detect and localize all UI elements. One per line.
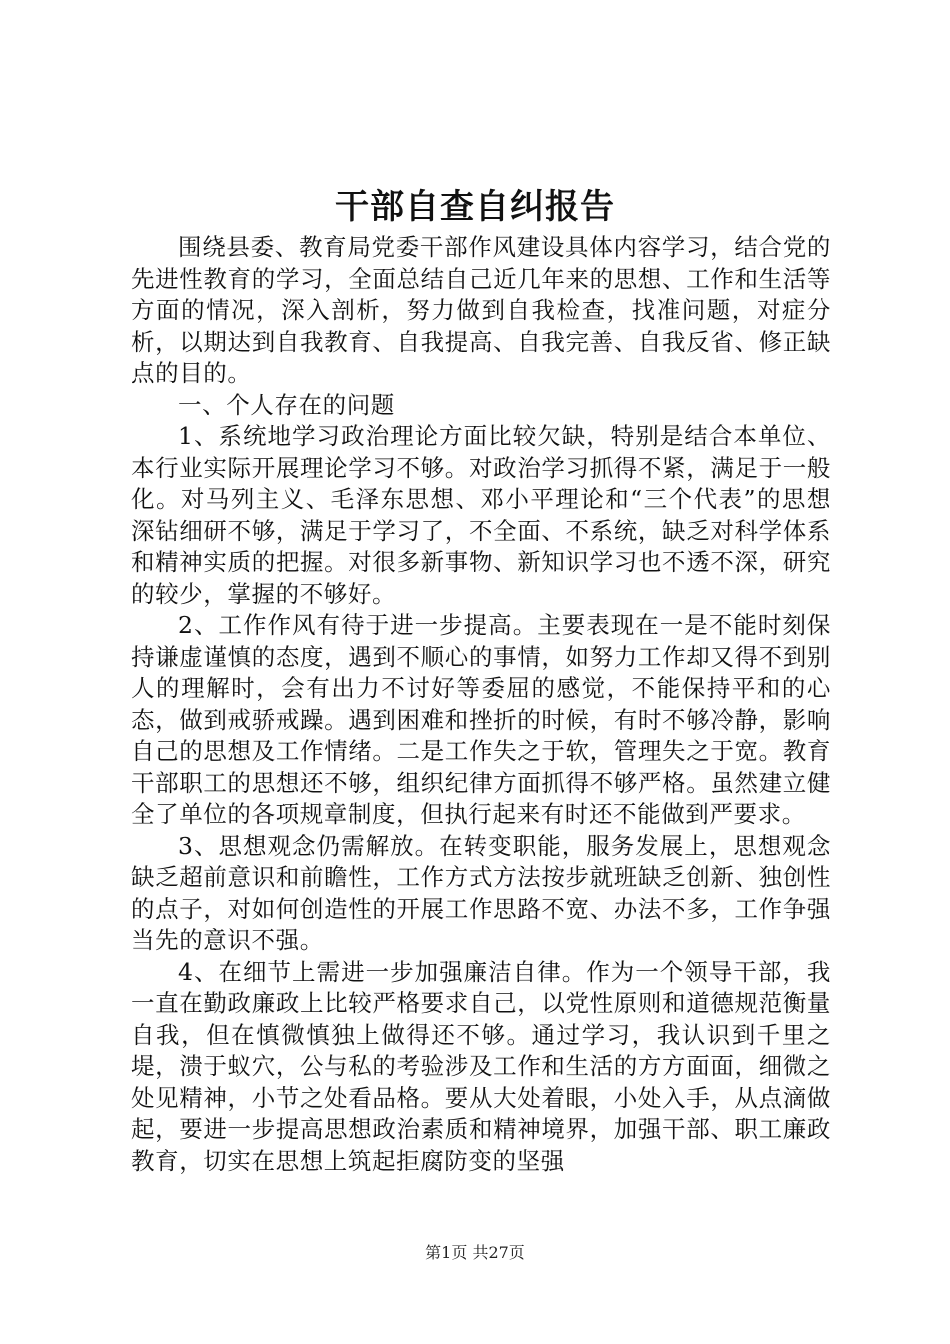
problem-paragraph-2: 2、工作作风有待于进一步提高。主要表现在一是不能时刻保持谦虚谨慎的态度，遇到不顺心的事情，如努力工作却又得不到别人的理解时，会有出力不讨好等委屈的感觉，不能保持平和的心态，做到戒骄戒躁。遇到困难和挫折的时候，有时不够冷静，影响自己的思想及工作情绪。二是工作失之于软，管理失之于宽。教育干部职工的思想还不够，组织纪律方面抓得不够严格。虽然建立健全了单位的各项规章制度，但执行起来有时还不能做到严要求。: [131, 611, 831, 828]
intro-paragraph: 围绕县委、教育局党委干部作风建设具体内容学习，结合党的先进性教育的学习，全面总结自己近几年来的思想、工作和生活等方面的情况，深入剖析，努力做到自我检查，找准问题，对症分析，以期达到自我教育、自我提高、自我完善、自我反省、修正缺点的目的。: [131, 233, 831, 387]
problem-paragraph-4: 4、在细节上需进一步加强廉洁自律。作为一个领导干部，我一直在勤政廉政上比较严格要求自己，以党性原则和道德规范衡量自我，但在慎微慎独上做得还不够。通过学习，我认识到千里之堤，溃于蚁穴，公与私的考验涉及工作和生活的方方面面，细微之处见精神，小节之处看品格。要从大处着眼，小处入手，从点滴做起，要进一步提高思想政治素质和精神境界，加强干部、职工廉政教育，切实在思想上筑起拒腐防变的坚强: [131, 957, 831, 1175]
problem-paragraph-1: 1、系统地学习政治理论方面比较欠缺，特别是结合本单位、本行业实际开展理论学习不够。对政治学习抓得不紧，满足于一般化。对马列主义、毛泽东思想、邓小平理论和“三个代表”的思想深钻细研不够，满足于学习了，不全面、不系统，缺乏对科学体系和精神实质的把握。对很多新事物、新知识学习也不透不深，研究的较少，掌握的不够好。: [131, 422, 831, 608]
page-number-footer: 第1页 共27页: [425, 1243, 525, 1262]
document-body: [131, 232, 831, 1177]
document-title: 干部自查自纠报告: [335, 187, 615, 227]
section-heading: 一、个人存在的问题: [178, 390, 395, 419]
problem-paragraph-3: 3、思想观念仍需解放。在转变职能，服务发展上，思想观念缺乏超前意识和前瞻性，工作方式方法按步就班缺乏创新、独创性的点子，对如何创造性的开展工作思路不宽、办法不多，工作争强当先的意识不强。: [131, 831, 831, 954]
